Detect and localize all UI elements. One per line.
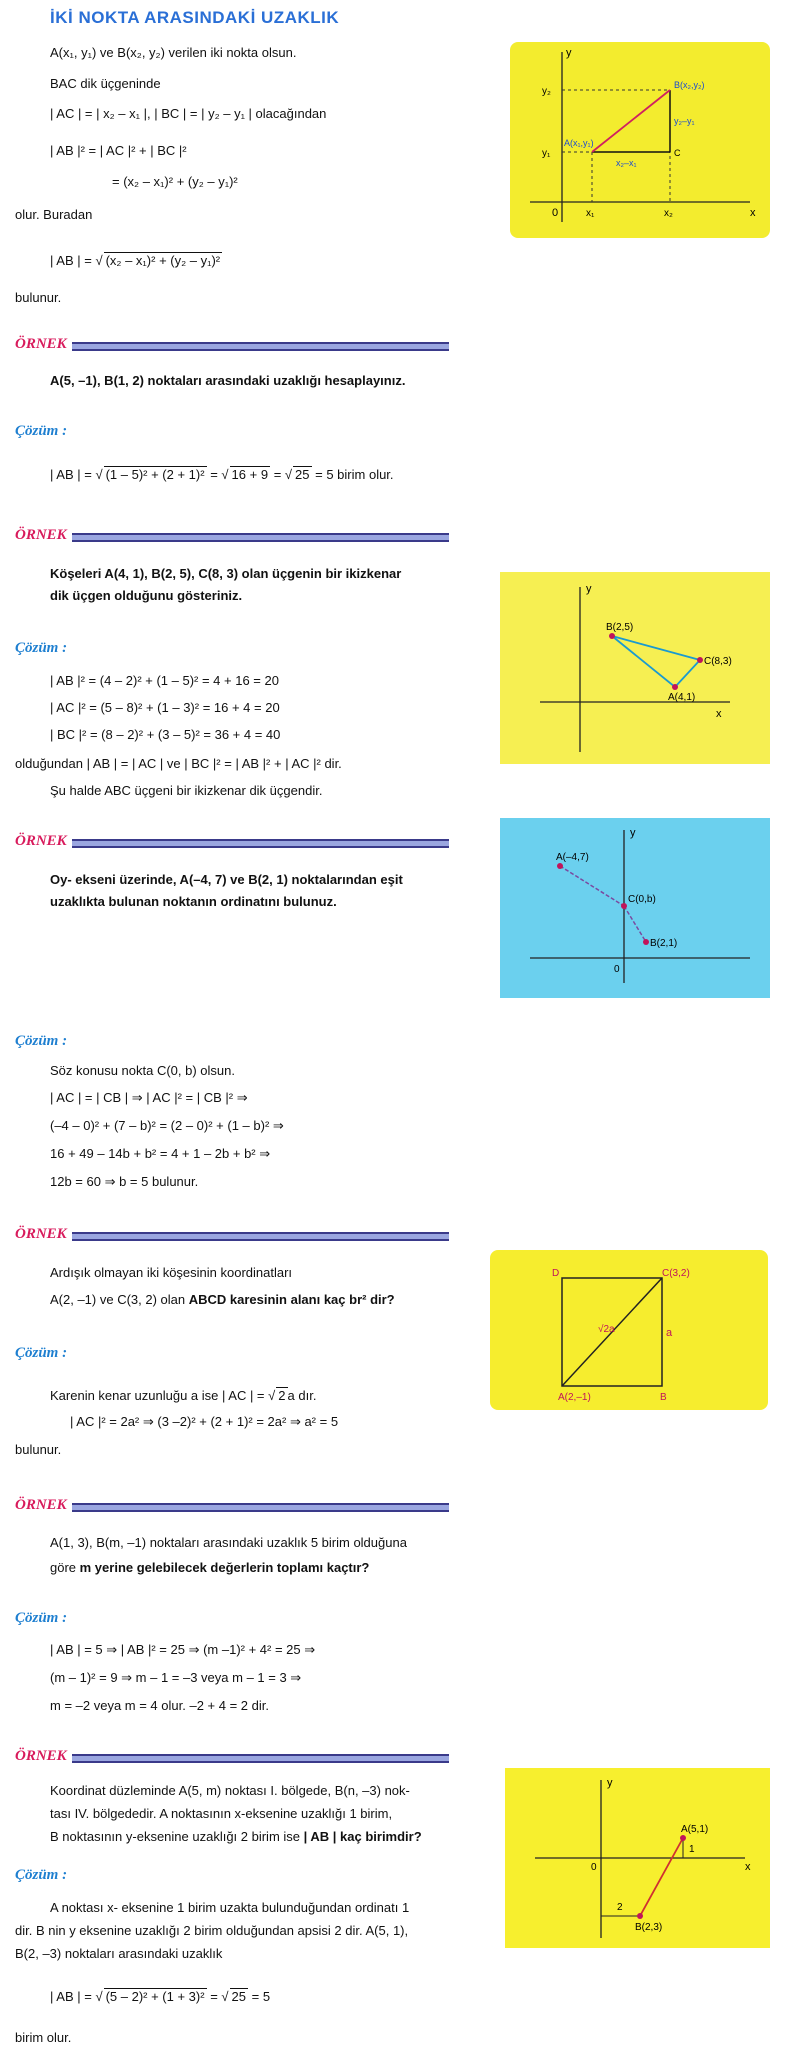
solution-line: | AB | = √ (1 – 5)² + (2 + 1)² = √ 16 + 9 = √ 25 = 5 birim olur. xyxy=(50,467,394,482)
solution-line: | AB | = √ (5 – 2)² + (1 + 3)² = √ 25 = 5 xyxy=(50,1989,271,2004)
example-question: Köşeleri A(4, 1), B(2, 5), C(8, 3) olan üçgenin bir ikizkenar xyxy=(50,566,402,581)
point-a-label: A(x₁,y₁) xyxy=(564,138,594,148)
point-b xyxy=(643,939,649,945)
intro-line: A(x₁, y₁) ve B(x₂, y₂) verilen iki nokta olsun. xyxy=(50,45,297,60)
equidistant-diagram xyxy=(500,818,770,998)
point-c-label: C xyxy=(674,148,681,158)
intro-line: BAC dik üçgeninde xyxy=(50,76,161,91)
radicand: (1 – 5)² + (2 + 1)² xyxy=(105,467,205,482)
example-divider xyxy=(72,1503,449,1512)
solution-part: Karenin kenar uzunluğu a ise | AC | = xyxy=(50,1388,265,1403)
solution-label: Çözüm : xyxy=(15,1033,68,1049)
origin-label: 0 xyxy=(614,964,620,975)
point-a-label: A(4,1) xyxy=(668,692,696,703)
point-a-label: A(–4,7) xyxy=(556,852,589,863)
y1-label: y₁ xyxy=(542,148,551,159)
page-title: İKİ NOKTA ARASINDAKİ UZAKLIK xyxy=(50,8,340,27)
vertex-a-label: A(2,–1) xyxy=(558,1392,591,1403)
solution-line: | AB |² = (4 – 2)² + (1 – 5)² = 4 + 16 = 20 xyxy=(50,673,279,688)
example-question: A(5, –1), B(1, 2) noktaları arasındaki uzaklığı hesaplayınız. xyxy=(50,373,406,388)
solution-line: birim olur. xyxy=(15,2030,72,2045)
side-a-label: a xyxy=(666,1327,673,1339)
solution-line: Karenin kenar uzunluğu a ise | AC | = √ 2 a dır. xyxy=(50,1388,317,1403)
point-c-label: C(8,3) xyxy=(704,656,732,667)
point-b-label: B(2,5) xyxy=(606,622,634,633)
figure-background xyxy=(500,572,770,764)
solution-line: bulunur. xyxy=(15,1442,62,1457)
solution-line: olduğundan | AB | = | AC | ve | BC |² = | AB |² + | AC |² dir. xyxy=(15,756,342,771)
bc-label: y₂–y₁ xyxy=(674,116,695,126)
example-question: A(1, 3), B(m, –1) noktaları arasındaki uzaklık 5 birim olduğuna xyxy=(50,1535,407,1550)
origin-label: 0 xyxy=(591,1862,597,1873)
diagonal-label: √2a xyxy=(598,1324,615,1335)
solution-line: | AC |² = (5 – 8)² + (1 – 3)² = 16 + 4 = 20 xyxy=(50,700,280,715)
example-label: ÖRNEK xyxy=(15,527,67,543)
solution-result: = 5 birim olur. xyxy=(315,467,394,482)
vertex-b-label: B xyxy=(660,1392,667,1403)
equals: = xyxy=(210,467,218,482)
origin-label: 0 xyxy=(552,207,559,219)
x-axis-label: x xyxy=(716,708,722,720)
solution-line: | AB | = 5 ⇒ | AB |² = 25 ⇒ (m –1)² + 4² = 25 ⇒ xyxy=(50,1642,316,1657)
example-divider xyxy=(72,533,449,542)
example-question: tası IV. bölgededir. A noktasının x-eksenine uzaklığı 1 birim, xyxy=(50,1806,393,1821)
solution-line: dir. B nin y eksenine uzaklığı 2 birim olduğundan apsisi 2 dir. A(5, 1), xyxy=(15,1923,409,1938)
example-question: dik üçgen olduğunu gösteriniz. xyxy=(50,588,243,603)
question-part: A(2, –1) ve C(3, 2) olan xyxy=(50,1292,189,1307)
example-label: ÖRNEK xyxy=(15,1748,67,1764)
solution-line: | AC |² = 2a² ⇒ (3 –2)² + (2 + 1)² = 2a² ⇒ a² = 5 xyxy=(70,1414,339,1429)
radicand: 25 xyxy=(295,467,310,482)
solution-line: 16 + 49 – 14b + b² = 4 + 1 – 2b + b² ⇒ xyxy=(50,1146,271,1161)
example-label: ÖRNEK xyxy=(15,1226,67,1242)
y-axis-label: y xyxy=(586,583,592,595)
point-a xyxy=(680,1835,686,1841)
radicand: 2 xyxy=(278,1388,286,1403)
solution-line: A noktası x- eksenine 1 birim uzakta bulunduğundan ordinatı 1 xyxy=(50,1900,410,1915)
intro-line: | AB |² = | AC |² + | BC |² xyxy=(50,143,187,158)
solution-line: Şu halde ABC üçgeni bir ikizkenar dik üçgendir. xyxy=(50,783,323,798)
formula-radicand: (x₂ – x₁)² + (y₂ – y₁)² xyxy=(105,253,221,268)
example-question: Oy- ekseni üzerinde, A(–4, 7) ve B(2, 1) noktalarından eşit xyxy=(50,872,403,887)
square-diagram xyxy=(490,1250,768,1410)
point-b xyxy=(609,633,615,639)
distance-diagram xyxy=(510,42,770,238)
solution-line: 12b = 60 ⇒ b = 5 bulunur. xyxy=(50,1174,199,1189)
formula-lhs: | AB | = xyxy=(50,253,92,268)
y-axis-label: y xyxy=(607,1777,613,1789)
solution-label: Çözüm : xyxy=(15,640,68,656)
intro-line: | AC | = | x₂ – x₁ |, | BC | = | y₂ – y₁ | olacağından xyxy=(50,106,327,121)
point-a xyxy=(557,863,563,869)
solution-line: | BC |² = (8 – 2)² + (3 – 5)² = 36 + 4 = 40 xyxy=(50,727,281,742)
radicand: 16 + 9 xyxy=(231,467,269,482)
x-axis-label: x xyxy=(750,207,756,219)
solution-lhs: | AB | = xyxy=(50,1989,92,2004)
point-a-label: A(5,1) xyxy=(681,1824,709,1835)
intro-line: olur. Buradan xyxy=(15,207,93,222)
figure-background xyxy=(510,42,770,238)
example-question: uzaklıkta bulunan noktanın ordinatını bulunuz. xyxy=(50,894,337,909)
radicand: 25 xyxy=(231,1989,247,2004)
triangle-diagram xyxy=(500,572,770,764)
solution-line: Söz konusu nokta C(0, b) olsun. xyxy=(50,1063,235,1078)
figure-background xyxy=(500,818,770,998)
y-axis-label: y xyxy=(630,827,636,839)
question-part: B noktasının y-eksenine uzaklığı 2 birim ise xyxy=(50,1829,304,1844)
solution-lhs: | AB | = xyxy=(50,467,92,482)
solution-line: B(2, –3) noktaları arasındaki uzaklık xyxy=(15,1946,223,1961)
point-b-label: B(2,3) xyxy=(635,1922,663,1933)
point-b-label: B(2,1) xyxy=(650,938,678,949)
point-c xyxy=(697,657,703,663)
example-divider xyxy=(72,1754,449,1763)
example-label: ÖRNEK xyxy=(15,1497,67,1513)
point-a xyxy=(672,684,678,690)
point-b xyxy=(637,1913,643,1919)
example-question xyxy=(50,1292,395,1307)
example-label: ÖRNEK xyxy=(15,336,67,352)
x-axis-label: x xyxy=(745,1861,751,1873)
y-axis-label: y xyxy=(566,47,572,59)
distance-two-label: 2 xyxy=(617,1902,623,1913)
question-part: göre xyxy=(50,1560,80,1575)
solution-line: (m – 1)² = 9 ⇒ m – 1 = –3 veya m – 1 = 3 ⇒ xyxy=(50,1670,302,1685)
intro-line: = (x₂ – x₁)² + (y₂ – y₁)² xyxy=(112,174,238,189)
vertex-d-label: D xyxy=(552,1268,560,1279)
vertex-c-label: C(3,2) xyxy=(662,1268,690,1279)
solution-line: (–4 – 0)² + (7 – b)² = (2 – 0)² + (1 – b)² ⇒ xyxy=(50,1118,284,1133)
solution-label: Çözüm : xyxy=(15,1867,68,1883)
example-label: ÖRNEK xyxy=(15,833,67,849)
x1-label: x₁ xyxy=(586,208,595,219)
solution-label: Çözüm : xyxy=(15,1610,68,1626)
solution-result: = 5 xyxy=(251,1989,271,2004)
ac-label: x₂–x₁ xyxy=(616,158,637,168)
solution-line: m = –2 veya m = 4 olur. –2 + 4 = 2 dir. xyxy=(50,1698,269,1713)
distance-one-label: 1 xyxy=(689,1844,695,1855)
points-diagram xyxy=(505,1768,770,1948)
point-c xyxy=(621,903,627,909)
solution-label: Çözüm : xyxy=(15,423,68,439)
question-part: ABCD karesinin alanı kaç br² dir? xyxy=(188,1292,395,1307)
question-part: m yerine gelebilecek değerlerin toplamı kaçtır? xyxy=(79,1560,370,1575)
example-divider xyxy=(72,1232,449,1241)
point-c-label: C(0,b) xyxy=(628,894,656,905)
example-question xyxy=(50,1829,422,1844)
example-question xyxy=(50,1560,369,1575)
y2-label: y₂ xyxy=(542,86,551,97)
solution-part: a dır. xyxy=(287,1388,317,1403)
equals: = xyxy=(210,1989,218,2004)
solution-line: | AC | = | CB | ⇒ | AC |² = | CB |² ⇒ xyxy=(50,1090,248,1105)
distance-formula: | AB | = √ (x₂ – x₁)² + (y₂ – y₁)² xyxy=(50,253,221,268)
example-divider xyxy=(72,839,449,848)
x2-label: x₂ xyxy=(664,208,673,219)
radicand: (5 – 2)² + (1 + 3)² xyxy=(105,1989,205,2004)
point-b-label: B(x₂,y₂) xyxy=(674,80,705,90)
question-part: | AB | kaç birimdir? xyxy=(303,1829,422,1844)
intro-line: bulunur. xyxy=(15,290,62,305)
example-question: Koordinat düzleminde A(5, m) noktası I. bölgede, B(n, –3) nok- xyxy=(50,1783,410,1798)
solution-label: Çözüm : xyxy=(15,1345,68,1361)
example-divider xyxy=(72,342,449,351)
equals: = xyxy=(273,467,282,482)
example-question: Ardışık olmayan iki köşesinin koordinatları xyxy=(50,1265,293,1280)
